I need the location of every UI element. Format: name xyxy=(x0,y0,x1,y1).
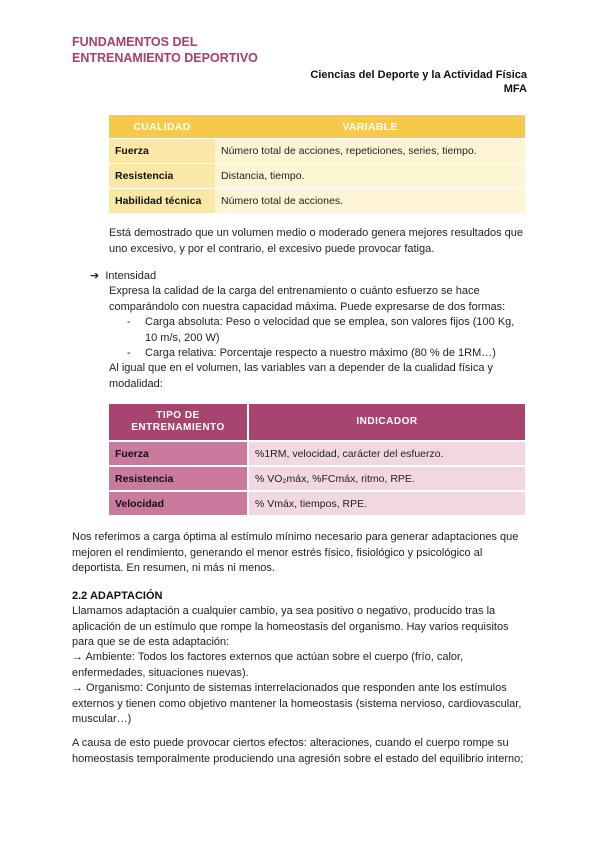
table-row xyxy=(109,490,525,515)
table-header-row xyxy=(109,404,525,440)
bullet-absolute-load: Carga absoluta: Peso o velocidad que se emplea, son valores fijos (100 Kg, 10 m/s, 200 W) xyxy=(145,316,515,344)
table-cell: Número total de acciones. xyxy=(215,188,525,213)
table-cell: % Vmáx, tiempos, RPE. xyxy=(249,490,525,515)
table-row xyxy=(109,440,525,465)
table-cell: Fuerza xyxy=(109,138,215,163)
table-cell: Resistencia xyxy=(109,163,215,188)
bullet-marker: - xyxy=(127,316,131,328)
optimal-load-paragraph: Nos referimos a carga óptima al estímulo mínimo necesario para generar adaptaciones que mejoren el rendimiento, generando el menor estrés físico, fisiológico y psicológico al deportista. En resumen, ni más ni menos. xyxy=(72,531,519,574)
intensity-outro: Al igual que en el volumen, las variables van a depender de la cualidad física y modalidad: xyxy=(109,362,494,390)
table-header-row xyxy=(109,115,525,138)
bullet-marker: - xyxy=(127,347,131,359)
volume-paragraph: Está demostrado que un volumen medio o moderado genera mejores resultados que uno excesivo, y por el contrario, el excesivo puede provocar fatiga. xyxy=(109,227,523,255)
header-indicador: INDICADOR xyxy=(249,404,525,440)
ambiente-item: → Ambiente: Todos los factores externos que actúan sobre el cuerpo (frío, calor, enfermedades, situaciones nuevas). xyxy=(72,651,464,679)
author-initials: MFA xyxy=(503,83,527,95)
quality-variable-table xyxy=(109,115,525,213)
intensity-heading xyxy=(90,269,156,285)
adaptation-intro: Llamamos adaptación a cualquier cambio, ya sea positivo o negativo, producido tras la aplicación de un estímulo que rompe la homeostasis del organismo. Hay varios requisitos para que se de esta adaptación: xyxy=(72,605,509,648)
training-indicator-table xyxy=(109,404,525,515)
document-title-line1: FUNDAMENTOS DEL xyxy=(72,35,198,49)
section-title: 2.2 ADAPTACIÓN xyxy=(72,590,163,602)
table-cell: Velocidad xyxy=(109,490,249,515)
course-name: Ciencias del Deporte y la Actividad Física xyxy=(310,69,527,81)
arrow-icon: ➔ xyxy=(90,270,100,282)
intensity-intro: Expresa la calidad de la carga del entrenamiento o cuánto esfuerzo se hace comparándolo con nuestra capacidad máxima. Puede expresarse de dos formas: xyxy=(109,285,506,313)
organismo-item: → Organismo: Conjunto de sistemas interrelacionados que responden ante los estímulos externos y tienen como objetivo mantener la homeostasis (sistema nervioso, cardiovascular, muscular…) xyxy=(72,682,522,725)
header-tipo-entrenamiento: TIPO DE ENTRENAMIENTO xyxy=(109,404,249,440)
effects-paragraph: A causa de esto puede provocar ciertos efectos: alteraciones, cuando el cuerpo rompe su homeostasis temporalmente produciendo una agresión sobre el estado del equilibrio interno; xyxy=(72,737,524,765)
header-cualidad: CUALIDAD xyxy=(109,115,215,138)
document-title xyxy=(72,34,332,66)
header-variable: VARIABLE xyxy=(215,115,525,138)
table-cell: % VO₂máx, %FCmáx, ritmo, RPE. xyxy=(249,465,525,490)
table-row xyxy=(109,163,525,188)
intensity-title: Intensidad xyxy=(105,270,157,282)
table-cell: Fuerza xyxy=(109,440,249,465)
table-row xyxy=(109,138,525,163)
table-cell: Número total de acciones, repeticiones, series, tiempo. xyxy=(215,138,525,163)
table-row xyxy=(109,188,525,213)
table-cell: Resistencia xyxy=(109,465,249,490)
table-cell: Habilidad técnica xyxy=(109,188,215,213)
document-title-line2: ENTRENAMIENTO DEPORTIVO xyxy=(72,51,258,65)
table-cell: %1RM, velocidad, carácter del esfuerzo. xyxy=(249,440,525,465)
course-info xyxy=(310,68,527,96)
table-row xyxy=(109,465,525,490)
bullet-relative-load: Carga relativa: Porcentaje respecto a nuestro máximo (80 % de 1RM…) xyxy=(145,347,496,359)
table-cell: Distancia, tiempo. xyxy=(215,163,525,188)
